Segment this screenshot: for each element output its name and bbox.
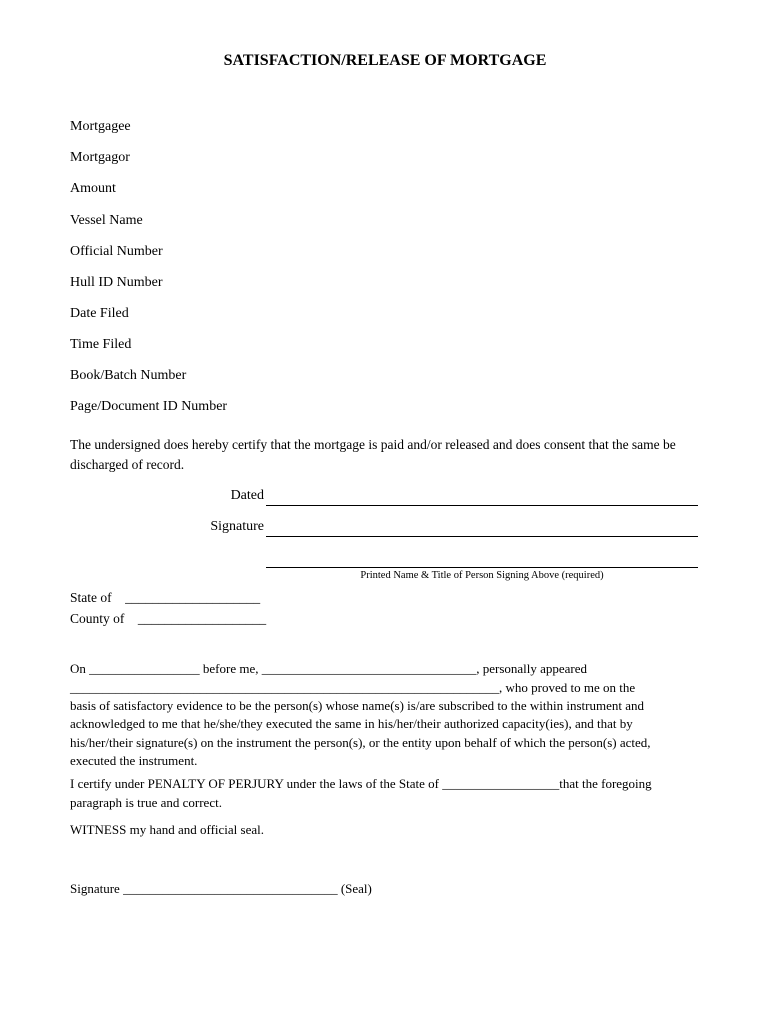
printed-name-caption: Printed Name & Title of Person Signing Above (required) — [360, 570, 604, 581]
field-date-filed: Date Filed — [70, 306, 129, 321]
document-title: SATISFACTION/RELEASE OF MORTGAGE — [223, 52, 547, 69]
witness-line: WITNESS my hand and official seal. — [70, 822, 264, 837]
dated-line[interactable] — [266, 505, 698, 506]
field-mortgagee: Mortgagee — [70, 119, 131, 134]
notary-signature-line: Signature _________________________________ (Seal) — [70, 881, 372, 896]
notary-line-5: his/her/their signature(s) on the instrument the person(s), or the entity upon behalf of which the person(s) acted, — [70, 735, 651, 750]
field-mortgagor: Mortgagor — [70, 150, 130, 165]
printed-name-line[interactable] — [266, 567, 698, 568]
field-amount: Amount — [70, 181, 116, 196]
notary-line-6: executed the instrument. — [70, 753, 198, 768]
notary-line-4: acknowledged to me that he/she/they executed the same in his/her/their authorized capacity(ies), and that by — [70, 716, 633, 731]
perjury-line-2: paragraph is true and correct. — [70, 795, 222, 810]
field-vessel-name: Vessel Name — [70, 213, 143, 228]
certification-text: The undersigned does hereby certify that the mortgage is paid and/or released and does consent that the same be discharged of record. — [70, 437, 676, 472]
field-official-number: Official Number — [70, 244, 163, 259]
signature-label: Signature — [210, 519, 264, 534]
perjury-line-1: I certify under PENALTY OF PERJURY under the laws of the State of __________________that the foregoing — [70, 776, 652, 791]
dated-label: Dated — [230, 488, 264, 503]
field-hull-id-number: Hull ID Number — [70, 275, 163, 290]
field-book-batch-number: Book/Batch Number — [70, 368, 187, 383]
notary-line-1: On _________________ before me, _________________________________, personally appeared — [70, 661, 588, 676]
field-page-document-id: Page/Document ID Number — [70, 399, 228, 414]
signature-line[interactable] — [266, 536, 698, 537]
field-time-filed: Time Filed — [70, 337, 132, 352]
county-of-line: County of ___________________ — [70, 611, 267, 626]
notary-line-3: basis of satisfactory evidence to be the person(s) whose name(s) is/are subscribed to the within instrument and — [70, 698, 645, 713]
state-of-line: State of ____________________ — [70, 590, 261, 605]
notary-line-2: __________________________________________________________________, who proved to me on the — [70, 680, 636, 695]
